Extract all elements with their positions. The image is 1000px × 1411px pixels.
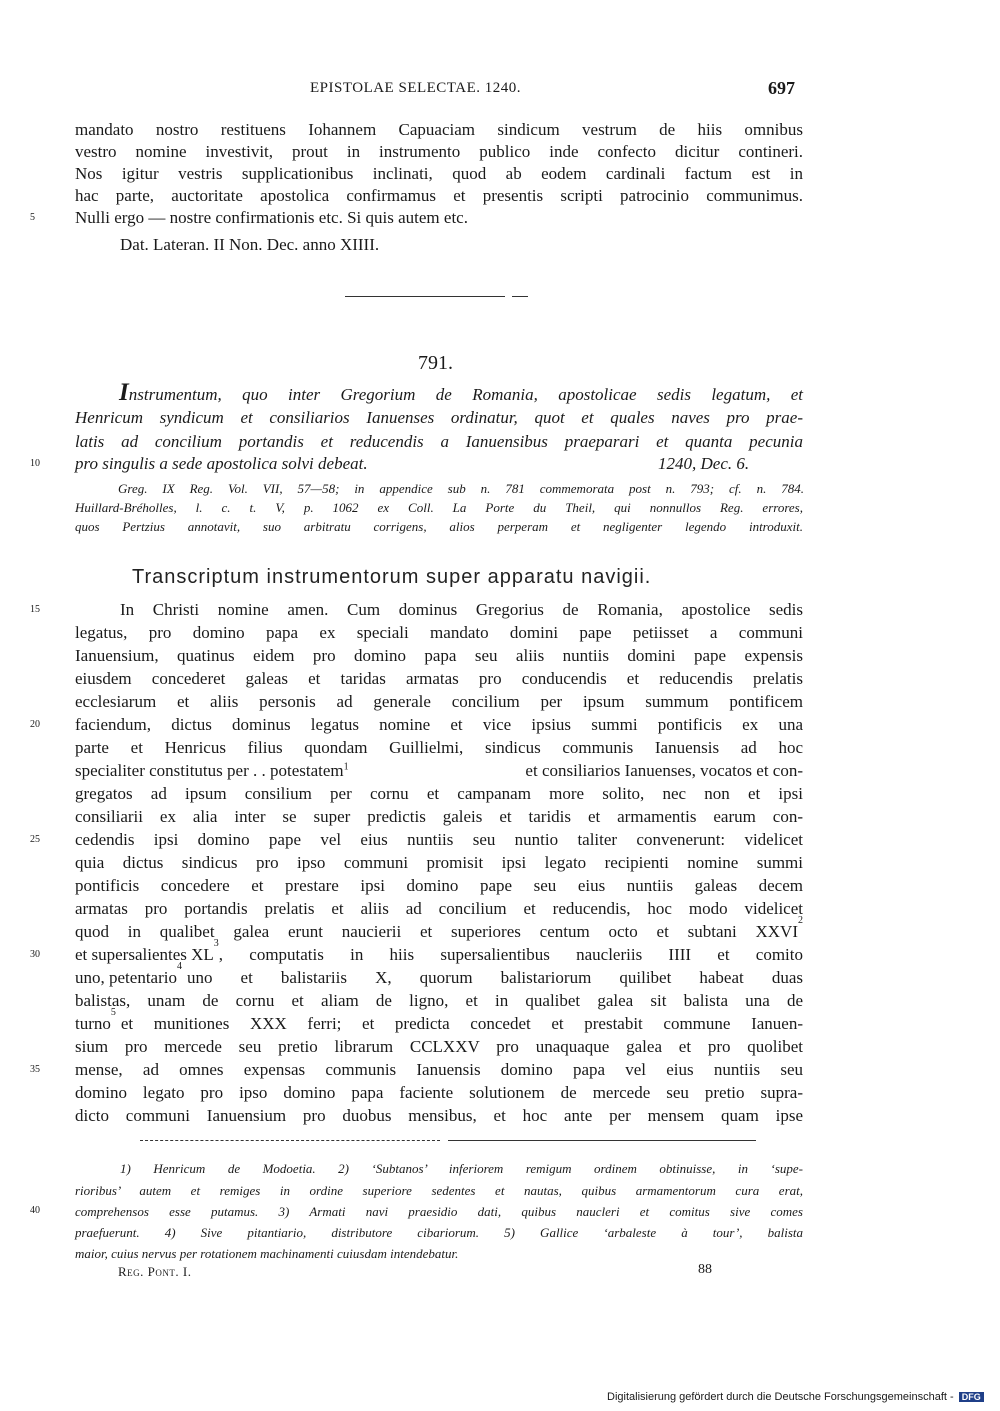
line-number: 5 (30, 212, 35, 223)
line-number: 30 (30, 949, 40, 960)
dfg-logo: DFG (959, 1392, 984, 1402)
footnote-mark: 5 (110, 1007, 116, 1018)
text-line: ecclesiarum et aliis personis ad generale concilium per ipsum summum pontificem (75, 692, 803, 711)
source-note-line: quos Pertzius annotavit, suo arbitratu corrigens, alios perperam et negligenter legendo introduxit. (75, 519, 803, 534)
text-segment: , computatis in hiis supersalientibus naucleriis IIII et comito (218, 945, 803, 964)
text-line: faciendum, dictus dominus legatus nomine et vice ipsius summi pontificis ex una (75, 715, 803, 734)
line-number: 25 (30, 834, 40, 845)
text-line: sium pro mercede seu pretio librarum CCLXXV pro unaquaque galea et pro quolibet (75, 1037, 803, 1056)
signature-mark: Reg. Pont. I. (118, 1264, 192, 1279)
footnote-line: rioribus’ autem et remiges in ordine superiore sedentes et nautas, quibus armamentorum cura erat, (75, 1183, 803, 1198)
text-line: quia dictus sindicus pro ipso communi promisit ipsi legato recipienti nomine summi (75, 853, 803, 872)
footnote-line: praefuerunt. 4) Sive pitantiario, distributore cibariorum. 5) Gallice ‘arbaleste à tour’, balista (75, 1225, 803, 1240)
text-line (75, 938, 803, 966)
dating-line: Dat. Lateran. II Non. Dec. anno XIIII. (120, 235, 380, 254)
line-number: 15 (30, 604, 40, 615)
text-line: Ianuensium, quatinus eidem pro domino papa seu aliis nuntiis domini pape expensis (75, 646, 803, 665)
line-number: 20 (30, 719, 40, 730)
sheet-number: 88 (698, 1262, 712, 1277)
text-segment: quod in qualibet galea erunt naucierii et superiores centum octo et subtani XXVI (75, 922, 798, 941)
summary-line: Henricum syndicum et consiliarios Ianuenses ordinatur, quot et quales naves pro prae- (75, 408, 803, 427)
text-line: mandato nostro restituens Iohannem Capuaciam sindicum vestrum de hiis omnibus (75, 120, 803, 139)
source-note-line: Huillard-Bréholles, l. c. t. V, p. 1062 ex Coll. La Porte du Theil, qui nonnullos Reg. errores, (75, 500, 803, 515)
separator-rule-tail (512, 296, 528, 297)
document-date: 1240, Dec. 6. (658, 454, 750, 473)
text-line (75, 915, 803, 943)
text-line: legatus, pro domino papa ex speciali mandato domini pape petiisset a communi (75, 623, 803, 642)
source-note-line: Greg. IX Reg. Vol. VII, 57—58; in appendice sub n. 781 commemorata post n. 793; cf. n. 784. (118, 481, 804, 496)
text-line: Nulli ergo — nostre confirmationis etc. Si quis autem etc. (75, 208, 468, 227)
text-segment: et consiliarios Ianuenses, vocatos et con- (525, 761, 803, 780)
footnote-mark: 3 (213, 938, 219, 949)
text-segment: turno (75, 1014, 111, 1033)
summary-line: latis ad concilium portandis et reducendis a Ianuensibus praeparari et quanta pecunia (75, 432, 803, 451)
text-segment: et supersalientes XL (75, 945, 214, 964)
summary-text: nstrumentum, quo inter Gregorium de Romania, apostolicae sedis legatum, et (128, 385, 803, 404)
text-segment (75, 760, 349, 782)
footnote-line: maior, cuius nervus per rotationem machinamenti cuiusdam intendebatur. (75, 1246, 459, 1261)
text-line: armatas pro portandis prelatis et aliis ad concilium et reducendis, hoc modo videlicet (75, 899, 803, 918)
text-line: consiliarii ex alia inter se super predictis galeis et taridis et armamentis earum con- (75, 807, 803, 826)
text-line: balistas, unam de cornu et aliam de ligno, et in qualibet galea sit balista una de (75, 991, 803, 1010)
text-segment: uno et balistariis X, quorum balistariorum quilibet habeat duas (186, 968, 803, 987)
text-line: domino legato pro ipso domino papa faciente solutionem de mercede seu pretio supra- (75, 1083, 803, 1102)
document-number: 791. (418, 352, 453, 374)
text-line: dicto communi Ianuensium pro duobus mensibus, et hoc ante per mensem quam ipse (75, 1106, 803, 1125)
text-line: hac parte, auctoritate apostolica confirmamus et presentis scripti patrocinio communimus. (75, 186, 803, 205)
text-line (75, 1007, 803, 1035)
text-line (75, 760, 803, 782)
text-segment: et munitiones XXX ferri; et predicta concedet et prestabit commune Ianuen- (120, 1014, 803, 1033)
text-line: pontificis concedere et prestare ipsi domino pape seu eius nuntiis galeas decem (75, 876, 803, 895)
text-line: eiusdem concederet galeas et taridas armatas pro conducendis et reducendis prelatis (75, 669, 803, 688)
line-number: 35 (30, 1064, 40, 1075)
footnote-separator (140, 1140, 440, 1141)
summary-line: pro singulis a sede apostolica solvi debeat. (75, 454, 368, 473)
footnote-separator-tail (448, 1140, 756, 1141)
text-line: cedendis ipsi domino pape vel eius nuntiis seu nuntio taliter convenerunt: videlicet (75, 830, 803, 849)
text-line: vestro nomine investivit, prout in instrumento publico inde confecto dicitur contineri. (75, 142, 803, 161)
running-title: EPISTOLAE SELECTAE. 1240. (310, 80, 522, 96)
initial-letter: I (119, 379, 129, 406)
text-segment: uno, petentario (75, 968, 177, 987)
text-segment: specialiter constitutus per . . potestatem (75, 761, 344, 780)
line-number: 40 (30, 1205, 40, 1216)
footnote-mark: 4 (176, 961, 182, 972)
footnote-mark: 2 (798, 915, 803, 926)
text-line: Nos igitur vestris supplicationibus inclinati, quod ab eodem cardinali factum est in (75, 164, 803, 183)
text-line: parte et Henricus filius quondam Guillielmi, sindicus communis Ianuensis ad hoc (75, 738, 803, 757)
page-number: 697 (768, 78, 795, 98)
text-line: gregatos ad ipsum consilium per cornu et campanam more solito, nec non et ipsi (75, 784, 803, 803)
text-line: mense, ad omnes expensas communis Ianuensis domino papa vel eius nuntiis seu (75, 1060, 803, 1079)
credit-text: Digitalisierung gefördert durch die Deutsche Forschungsgemeinschaft - (607, 1391, 954, 1403)
footnote-line: 1) Henricum de Modoetia. 2) ‘Subtanos’ inferiorem remigum ordinem obtinuisse, in ‘supe- (120, 1161, 803, 1176)
digitization-credit (607, 1391, 984, 1403)
footnote-mark: 1 (343, 761, 349, 773)
text-line (75, 961, 803, 989)
section-title: Transcriptum instrumentorum super apparatu navigii. (132, 566, 652, 588)
line-number: 10 (30, 458, 40, 469)
text-line: In Christi nomine amen. Cum dominus Gregorius de Romania, apostolice sedis (120, 600, 803, 619)
separator-rule (345, 296, 505, 297)
summary-line-first (75, 379, 803, 406)
footnote-line: comprehensos esse putamus. 3) Armati navi praesidio dati, quibus naucleri et comitus sive comes (75, 1204, 803, 1219)
